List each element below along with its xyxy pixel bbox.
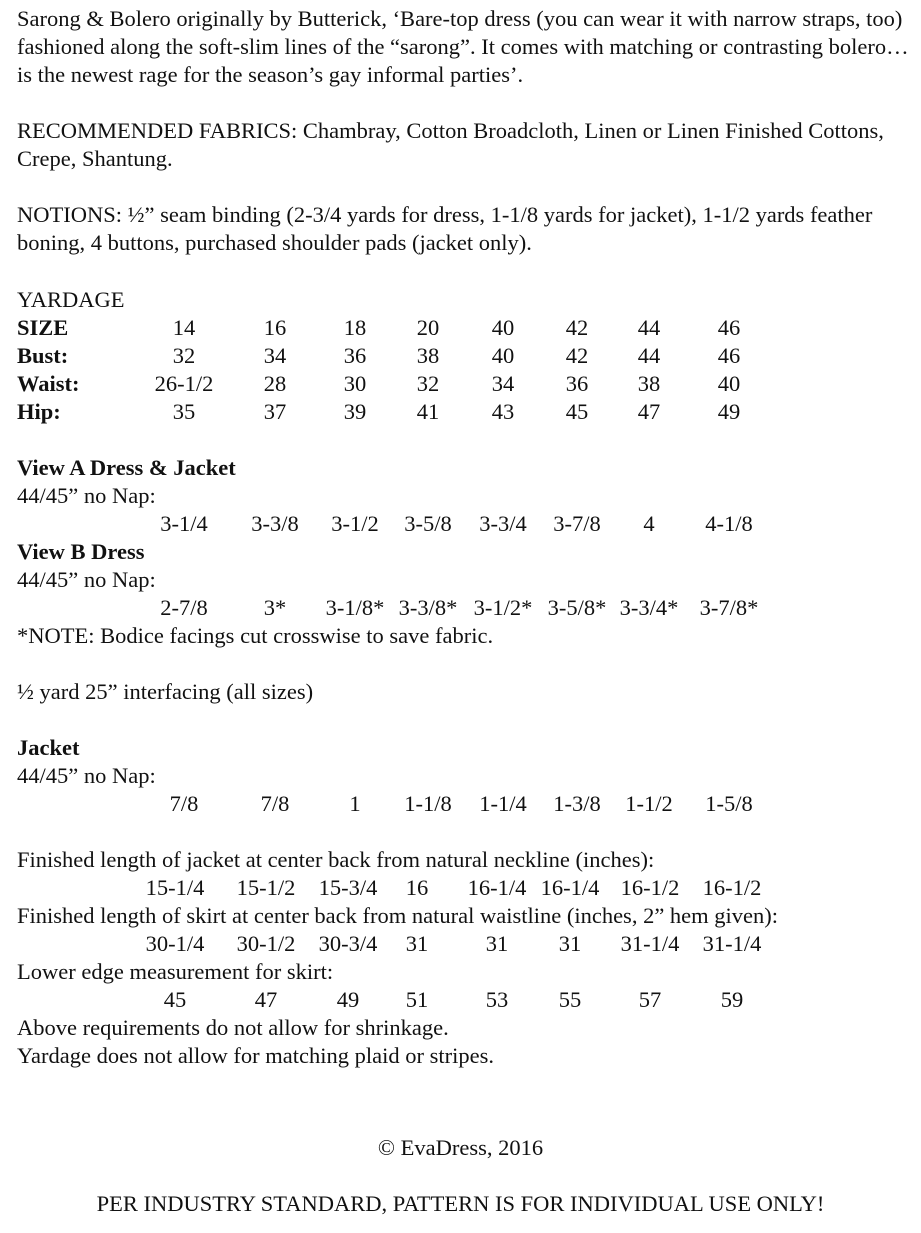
notions: NOTIONS: ½” seam binding (2-3/4 yards for dress, 1-1/8 yards for jacket), 1-1/2 yards feather boning, 4 buttons, purchased shoulder pads (jacket only). (17, 202, 873, 255)
table-cell: 16-1/2 (702, 875, 762, 900)
view-b-yardage-row (17, 594, 912, 622)
table-cell: 31 (405, 931, 429, 956)
view-a-yardage-row (17, 510, 912, 538)
table-cell: 49 (717, 399, 741, 424)
jacket-length-row (17, 874, 912, 902)
jacket-heading: Jacket (17, 735, 80, 760)
jacket-fabric: 44/45” no Nap: (17, 763, 156, 788)
table-cell: 44 (637, 315, 661, 340)
size-row (17, 314, 912, 342)
table-cell: 3-1/2 (331, 511, 379, 536)
table-cell: 3-1/4 (160, 511, 208, 536)
table-cell: 49 (336, 987, 360, 1012)
table-cell: 34 (491, 371, 515, 396)
table-cell: 38 (416, 343, 440, 368)
table-cell: 1-3/8 (553, 791, 601, 816)
table-cell: 30 (343, 371, 367, 396)
recommended-fabrics: RECOMMENDED FABRICS: Chambray, Cotton Broadcloth, Linen or Linen Finished Cottons, Crepe, Shantung. (17, 118, 884, 171)
table-cell: 15-1/2 (236, 875, 296, 900)
jacket-yardage-row (17, 790, 912, 818)
table-cell: 14 (172, 315, 196, 340)
table-cell: 3-3/4 (479, 511, 527, 536)
table-cell: 4 (643, 511, 655, 536)
table-cell: 42 (565, 343, 589, 368)
table-cell: 4-1/8 (705, 511, 753, 536)
intro-paragraph: Sarong & Bolero originally by Butterick, ‘Bare-top dress (you can wear it with narrow straps, too) fashioned along the soft-slim lines of the “sarong”. It comes with matching or contrasting bolero…is the newest rage for the season’s gay informal parties’. (17, 6, 909, 87)
table-cell: 3-3/8* (398, 595, 458, 620)
table-cell: 44 (637, 343, 661, 368)
table-cell: 1-1/2 (625, 791, 673, 816)
table-cell: 30-1/4 (145, 931, 205, 956)
table-cell: 53 (485, 987, 509, 1012)
hip-row (17, 398, 912, 426)
table-cell: 1-1/4 (479, 791, 527, 816)
pattern-instructions-page (17, 5, 912, 1070)
table-cell: 32 (416, 371, 440, 396)
view-a-fabric: 44/45” no Nap: (17, 483, 156, 508)
table-cell: 28 (263, 371, 287, 396)
view-b-fabric: 44/45” no Nap: (17, 567, 156, 592)
waist-row-label: Waist: (17, 371, 80, 396)
skirt-length-row (17, 930, 912, 958)
table-cell: 26-1/2 (154, 371, 214, 396)
plaid-note: Yardage does not allow for matching plaid or stripes. (17, 1043, 494, 1068)
table-cell: 45 (565, 399, 589, 424)
table-cell: 31 (558, 931, 582, 956)
size-row-label: SIZE (17, 315, 69, 340)
table-cell: 36 (343, 343, 367, 368)
table-cell: 35 (172, 399, 196, 424)
table-cell: 31-1/4 (702, 931, 762, 956)
table-cell: 18 (343, 315, 367, 340)
table-cell: 47 (254, 987, 278, 1012)
table-cell: 1-1/8 (404, 791, 452, 816)
shrinkage-note: Above requirements do not allow for shrinkage. (17, 1015, 449, 1040)
table-cell: 16-1/4 (467, 875, 527, 900)
table-cell: 38 (637, 371, 661, 396)
table-cell: 3-3/8 (251, 511, 299, 536)
table-cell: 43 (491, 399, 515, 424)
table-cell: 3-1/8* (325, 595, 385, 620)
table-cell: 59 (720, 987, 744, 1012)
copyright: © EvaDress, 2016 (377, 1135, 544, 1160)
table-cell: 30-3/4 (318, 931, 378, 956)
table-cell: 3-3/4* (619, 595, 679, 620)
skirt-length-label: Finished length of skirt at center back from natural waistline (inches, 2” hem given): (17, 903, 779, 928)
table-cell: 36 (565, 371, 589, 396)
table-cell: 7/8 (169, 791, 199, 816)
table-cell: 41 (416, 399, 440, 424)
table-cell: 40 (491, 315, 515, 340)
table-cell: 31-1/4 (620, 931, 680, 956)
table-cell: 55 (558, 987, 582, 1012)
hip-row-label: Hip: (17, 399, 61, 424)
table-cell: 46 (717, 343, 741, 368)
table-cell: 42 (565, 315, 589, 340)
lower-edge-label: Lower edge measurement for skirt: (17, 959, 334, 984)
yardage-title: YARDAGE (17, 287, 125, 312)
table-cell: 16-1/4 (540, 875, 600, 900)
table-cell: 51 (405, 987, 429, 1012)
table-cell: 3-5/8* (547, 595, 607, 620)
bust-row-label: Bust: (17, 343, 69, 368)
table-cell: 1-5/8 (705, 791, 753, 816)
table-cell: 16 (263, 315, 287, 340)
table-cell: 47 (637, 399, 661, 424)
view-a-heading: View A Dress & Jacket (17, 455, 236, 480)
table-cell: 34 (263, 343, 287, 368)
table-cell: 40 (717, 371, 741, 396)
view-b-heading: View B Dress (17, 539, 145, 564)
table-cell: 1 (349, 791, 361, 816)
table-cell: 7/8 (260, 791, 290, 816)
table-cell: 3* (263, 595, 287, 620)
table-cell: 2-7/8 (160, 595, 208, 620)
lower-edge-row (17, 986, 912, 1014)
table-cell: 39 (343, 399, 367, 424)
bust-row (17, 342, 912, 370)
disclaimer: PER INDUSTRY STANDARD, PATTERN IS FOR INDIVIDUAL USE ONLY! (96, 1191, 825, 1216)
table-cell: 30-1/2 (236, 931, 296, 956)
table-cell: 20 (416, 315, 440, 340)
table-cell: 15-3/4 (318, 875, 378, 900)
table-cell: 45 (163, 987, 187, 1012)
table-cell: 46 (717, 315, 741, 340)
table-cell: 32 (172, 343, 196, 368)
waist-row (17, 370, 912, 398)
table-cell: 40 (491, 343, 515, 368)
table-cell: 37 (263, 399, 287, 424)
table-cell: 3-5/8 (404, 511, 452, 536)
table-cell: 3-7/8* (699, 595, 759, 620)
size-table (17, 314, 912, 426)
interfacing-note: ½ yard 25” interfacing (all sizes) (17, 679, 314, 704)
jacket-length-label: Finished length of jacket at center back from natural neckline (inches): (17, 847, 655, 872)
table-cell: 57 (638, 987, 662, 1012)
table-cell: 16 (405, 875, 429, 900)
table-cell: 3-1/2* (473, 595, 533, 620)
table-cell: 16-1/2 (620, 875, 680, 900)
table-cell: 3-7/8 (553, 511, 601, 536)
view-b-note: *NOTE: Bodice facings cut crosswise to save fabric. (17, 623, 494, 648)
table-cell: 15-1/4 (145, 875, 205, 900)
table-cell: 31 (485, 931, 509, 956)
